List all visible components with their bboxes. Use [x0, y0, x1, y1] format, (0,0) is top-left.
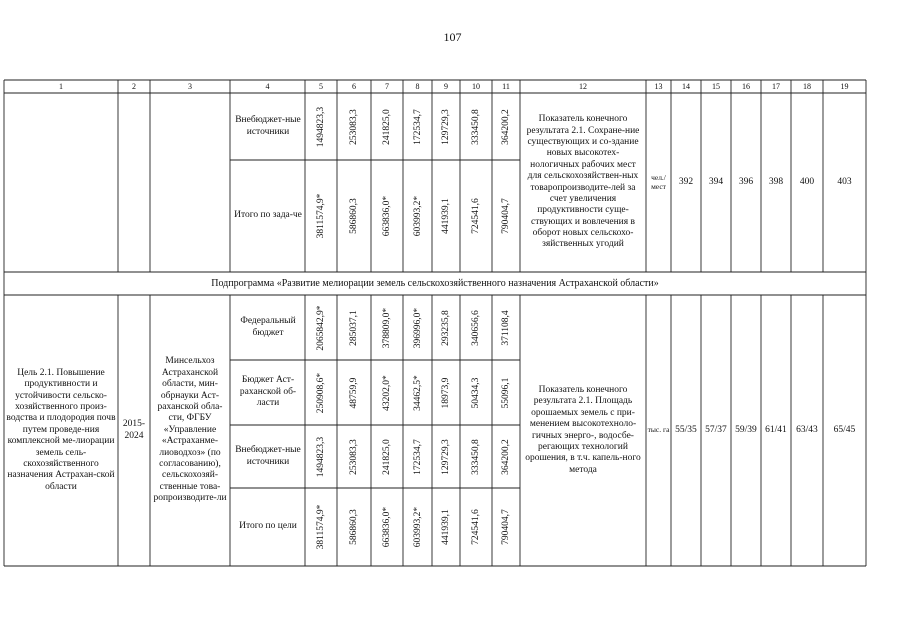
header-cell-5: 5 [319, 81, 323, 91]
header-cell-8: 8 [415, 81, 420, 91]
bottom-value: 663836,0* [382, 506, 392, 548]
top-value: 586860,3 [349, 198, 359, 234]
goal-text: Цель 2.1. Повышение продуктивности и устойчивости сельско-хозяйственного произ-водства и плодородия почв путем проведе-ния комплексной ме-лиорации земель сель-скохозяйственного назначения Астрахан-ской области [6, 367, 116, 492]
bottom-value: 50434,3 [471, 377, 481, 408]
bottom-value: 724541,6 [471, 509, 481, 545]
header-cell-15: 15 [712, 81, 720, 91]
bottom-target: 61/41 [765, 424, 787, 435]
top-row-label: Внебюджет-ные источники [235, 115, 301, 137]
bottom-indicator: Показатель конечного результата 2.1. Площадь орошаемых земель с при-менением высокотехноло-гичных энерго-, водосбе-регающих технологий орошения, в т.ч. капель-ного метода [525, 384, 641, 475]
bottom-value: 1494823,3 [316, 436, 326, 477]
bottom-value: 396996,0* [412, 307, 423, 348]
bottom-value: 48759,9 [349, 377, 359, 408]
top-value: 1494823,3 [316, 106, 326, 147]
bottom-value: 3811574,9* [316, 504, 326, 550]
bottom-value: 378809,0* [382, 307, 392, 348]
bottom-row-label: Итого по цели [239, 521, 297, 532]
bottom-value: 340656,6 [471, 309, 481, 346]
header-cell-6: 6 [352, 81, 356, 91]
bottom-value: 603993,2* [412, 506, 423, 548]
top-value: 129729,3 [441, 108, 451, 145]
top-target: 398 [768, 176, 784, 187]
subprogram-title: Подпрограмма «Развитие мелиорации земель сельскохозяйственного назначения Астраханской области» [211, 277, 659, 289]
header-cell-19: 19 [840, 81, 849, 91]
top-target: 400 [799, 176, 815, 187]
top-value: 790404,7 [501, 198, 511, 234]
header-cell-14: 14 [682, 81, 690, 91]
bottom-value: 34462,5* [412, 374, 423, 411]
top-value: 333450,8 [471, 108, 481, 145]
page-number: 107 [443, 30, 462, 44]
header-cell-7: 7 [385, 81, 389, 91]
bottom-value: 241825,0 [382, 438, 392, 475]
bottom-value: 18973,9 [441, 377, 451, 408]
bottom-value: 371108,4 [501, 309, 511, 346]
top-value: 724541,6 [471, 198, 481, 234]
header-cell-17: 17 [772, 81, 780, 91]
bottom-target: 59/39 [735, 424, 757, 435]
executor-text: Минсельхоз Астраханской области, мин-обрнауки Аст-раханской обла-сти, ФГБУ «Управление «Астраханме-лиоводхоз» (по согласованию), сельскохозяй-ственные това-ропроизводите-ли [153, 356, 227, 504]
header-cell-10: 10 [472, 81, 480, 91]
bottom-target: 63/43 [796, 424, 818, 435]
top-target: 394 [708, 176, 724, 187]
bottom-value: 253083,3 [349, 438, 359, 475]
header-cell-4: 4 [265, 81, 270, 91]
bottom-value: 43202,0* [382, 374, 392, 411]
top-value: 441939,1 [441, 198, 451, 234]
top-value: 364200,2 [501, 108, 511, 145]
top-row-label: Итого по зада-че [234, 210, 302, 221]
bottom-row-label: Бюджет Аст-раханской об-ласти [239, 375, 297, 409]
header-cell-1: 1 [59, 81, 63, 91]
top-value: 3811574,9* [316, 193, 326, 239]
bottom-value: 285037,1 [349, 309, 359, 346]
bottom-value: 129729,3 [441, 438, 451, 475]
bottom-row-label: Федеральный бюджет [240, 316, 296, 338]
header-cell-12: 12 [579, 81, 587, 91]
bottom-value: 55096,1 [501, 377, 511, 408]
header-cell-11: 11 [502, 81, 510, 91]
top-target: 403 [837, 176, 852, 187]
top-value: 603993,2* [412, 195, 423, 237]
top-unit: чел./мест [651, 173, 666, 191]
top-target: 396 [738, 176, 754, 187]
bottom-value: 250908,6* [316, 372, 326, 413]
bottom-value: 172534,7 [412, 438, 423, 475]
top-target: 392 [678, 176, 694, 187]
top-value: 253083,3 [349, 108, 359, 145]
header-cell-16: 16 [742, 81, 750, 91]
bottom-value: 364200,2 [501, 438, 511, 475]
header-cell-9: 9 [444, 81, 448, 91]
header-cell-2: 2 [132, 81, 136, 91]
header-cell-18: 18 [803, 81, 811, 91]
top-value: 172534,7 [412, 108, 423, 145]
bottom-value: 586860,3 [349, 509, 359, 545]
bottom-target: 65/45 [833, 424, 856, 435]
bottom-value: 790404,7 [501, 509, 511, 545]
bottom-value: 2065842,9* [316, 304, 326, 351]
bottom-value: 333450,8 [471, 438, 481, 475]
header-cell-13: 13 [654, 81, 663, 91]
top-value: 241825,0 [382, 108, 392, 145]
bottom-unit: тыс. га [647, 425, 670, 435]
bottom-value: 293235,8 [441, 309, 451, 346]
bottom-target: 55/35 [675, 424, 697, 435]
bottom-value: 441939,1 [441, 509, 451, 545]
bottom-target: 57/37 [705, 424, 727, 435]
bottom-row-label: Внебюджет-ные источники [235, 445, 301, 467]
period-text: 2015-2024 [122, 419, 146, 441]
top-indicator: Показатель конечного результата 2.1. Сохране-ние существующих и со-здание новых высокотех-нологичных рабочих мест для сельскохозяйствен-ных товаропроизводите-лей за счет увеличения продуктивности суще-ствующих и вовлечения в оборот новых сельскохо-зяйственных угодий [526, 114, 640, 250]
header-cell-3: 3 [188, 81, 192, 91]
top-value: 663836,0* [382, 195, 392, 237]
